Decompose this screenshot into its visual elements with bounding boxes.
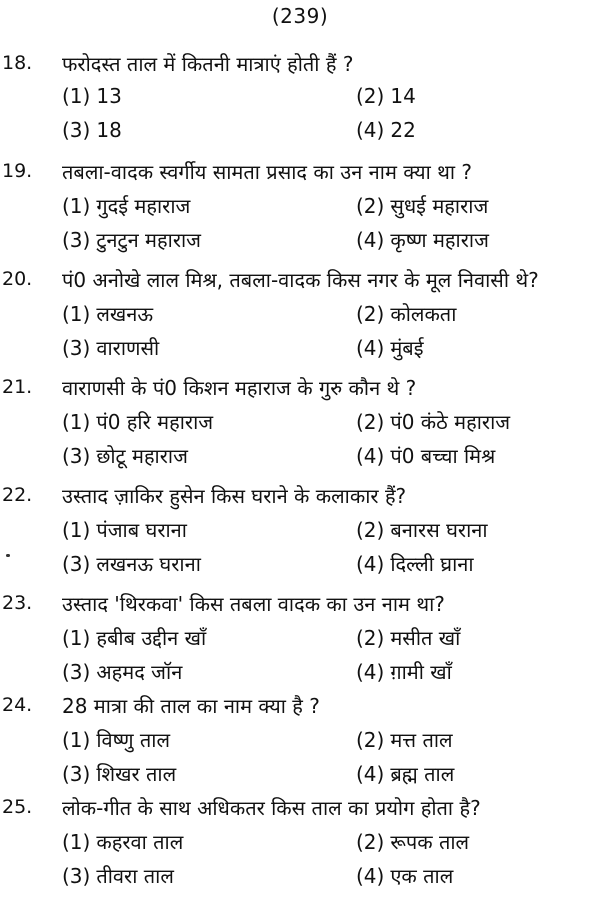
option-4: (4) मुंबई bbox=[356, 336, 424, 360]
option-1: (1) गुदई महाराज bbox=[62, 194, 191, 218]
option-1: (1) पं0 हरि महाराज bbox=[62, 410, 214, 434]
option-1: (1) कहरवा ताल bbox=[62, 830, 184, 854]
option-3: (3) लखनऊ घराना bbox=[62, 552, 201, 576]
question-24 bbox=[0, 686, 600, 794]
option-4: (4) 22 bbox=[356, 118, 416, 142]
question-18 bbox=[0, 44, 600, 152]
question-20 bbox=[0, 260, 600, 368]
question-text: तबला-वादक स्वर्गीय सामता प्रसाद का उन नाम क्या था ? bbox=[62, 160, 473, 184]
question-number: 19. bbox=[2, 160, 33, 182]
question-19 bbox=[0, 152, 600, 260]
question-number: 24. bbox=[2, 694, 33, 716]
question-25 bbox=[0, 788, 600, 896]
option-4: (4) दिल्ली घ्राना bbox=[356, 552, 474, 576]
question-number: 22. bbox=[2, 484, 33, 506]
option-3: (3) छोटू महाराज bbox=[62, 444, 188, 468]
question-21 bbox=[0, 368, 600, 476]
option-3: (3) वाराणसी bbox=[62, 336, 160, 360]
option-1: (1) हबीब उद्दीन खाँ bbox=[62, 626, 207, 650]
option-2: (2) मत्त ताल bbox=[356, 728, 453, 752]
question-number: 25. bbox=[2, 796, 33, 818]
question-text: उस्ताद ज़ाकिर हुसेन किस घराने के कलाकार हैं? bbox=[62, 484, 407, 508]
option-2: (2) सुधई महाराज bbox=[356, 194, 489, 218]
question-number: 21. bbox=[2, 376, 33, 398]
question-text: वाराणसी के पं0 किशन महाराज के गुरु कौन थे ? bbox=[62, 376, 417, 400]
question-text: उस्ताद 'थिरकवा' किस तबला वादक का उन नाम था? bbox=[62, 592, 445, 616]
option-2: (2) 14 bbox=[356, 84, 416, 108]
option-3: (3) तीवरा ताल bbox=[62, 864, 174, 888]
question-number: 20. bbox=[2, 268, 33, 290]
option-4: (4) ब्रह्म ताल bbox=[356, 762, 455, 786]
option-2: (2) मसीत खाँ bbox=[356, 626, 461, 650]
option-3: (3) टुनटुन महाराज bbox=[62, 228, 202, 252]
option-2: (2) रूपक ताल bbox=[356, 830, 470, 854]
question-23 bbox=[0, 584, 600, 692]
option-3: (3) 18 bbox=[62, 118, 122, 142]
option-2: (2) पं0 कंठे महाराज bbox=[356, 410, 511, 434]
option-1: (1) पंजाब घराना bbox=[62, 518, 187, 542]
question-number: 23. bbox=[2, 592, 33, 614]
question-text: 28 मात्रा की ताल का नाम क्या है ? bbox=[62, 694, 320, 718]
option-3: (3) अहमद जॉन bbox=[62, 660, 183, 684]
question-text: पं0 अनोखे लाल मिश्र, तबला-वादक किस नगर के मूल निवासी थे? bbox=[62, 268, 539, 292]
option-1: (1) विष्णु ताल bbox=[62, 728, 171, 752]
question-text: लोक-गीत के साथ अधिकतर किस ताल का प्रयोग होता है? bbox=[62, 796, 481, 820]
option-4: (4) कृष्ण महाराज bbox=[356, 228, 489, 252]
option-4: (4) ग़ामी खाँ bbox=[356, 660, 452, 684]
option-4: (4) पं0 बच्चा मिश्र bbox=[356, 444, 496, 468]
option-1: (1) 13 bbox=[62, 84, 122, 108]
question-text: फरोदस्त ताल में कितनी मात्राएं होती हैं ? bbox=[62, 52, 354, 76]
question-22 bbox=[0, 476, 600, 584]
question-number: 18. bbox=[2, 52, 33, 74]
option-4: (4) एक ताल bbox=[356, 864, 454, 888]
option-3: (3) शिखर ताल bbox=[62, 762, 177, 786]
page-number: (239) bbox=[271, 4, 329, 28]
option-2: (2) बनारस घराना bbox=[356, 518, 488, 542]
scan-mark bbox=[6, 554, 10, 557]
option-1: (1) लखनऊ bbox=[62, 302, 154, 326]
option-2: (2) कोलकता bbox=[356, 302, 457, 326]
